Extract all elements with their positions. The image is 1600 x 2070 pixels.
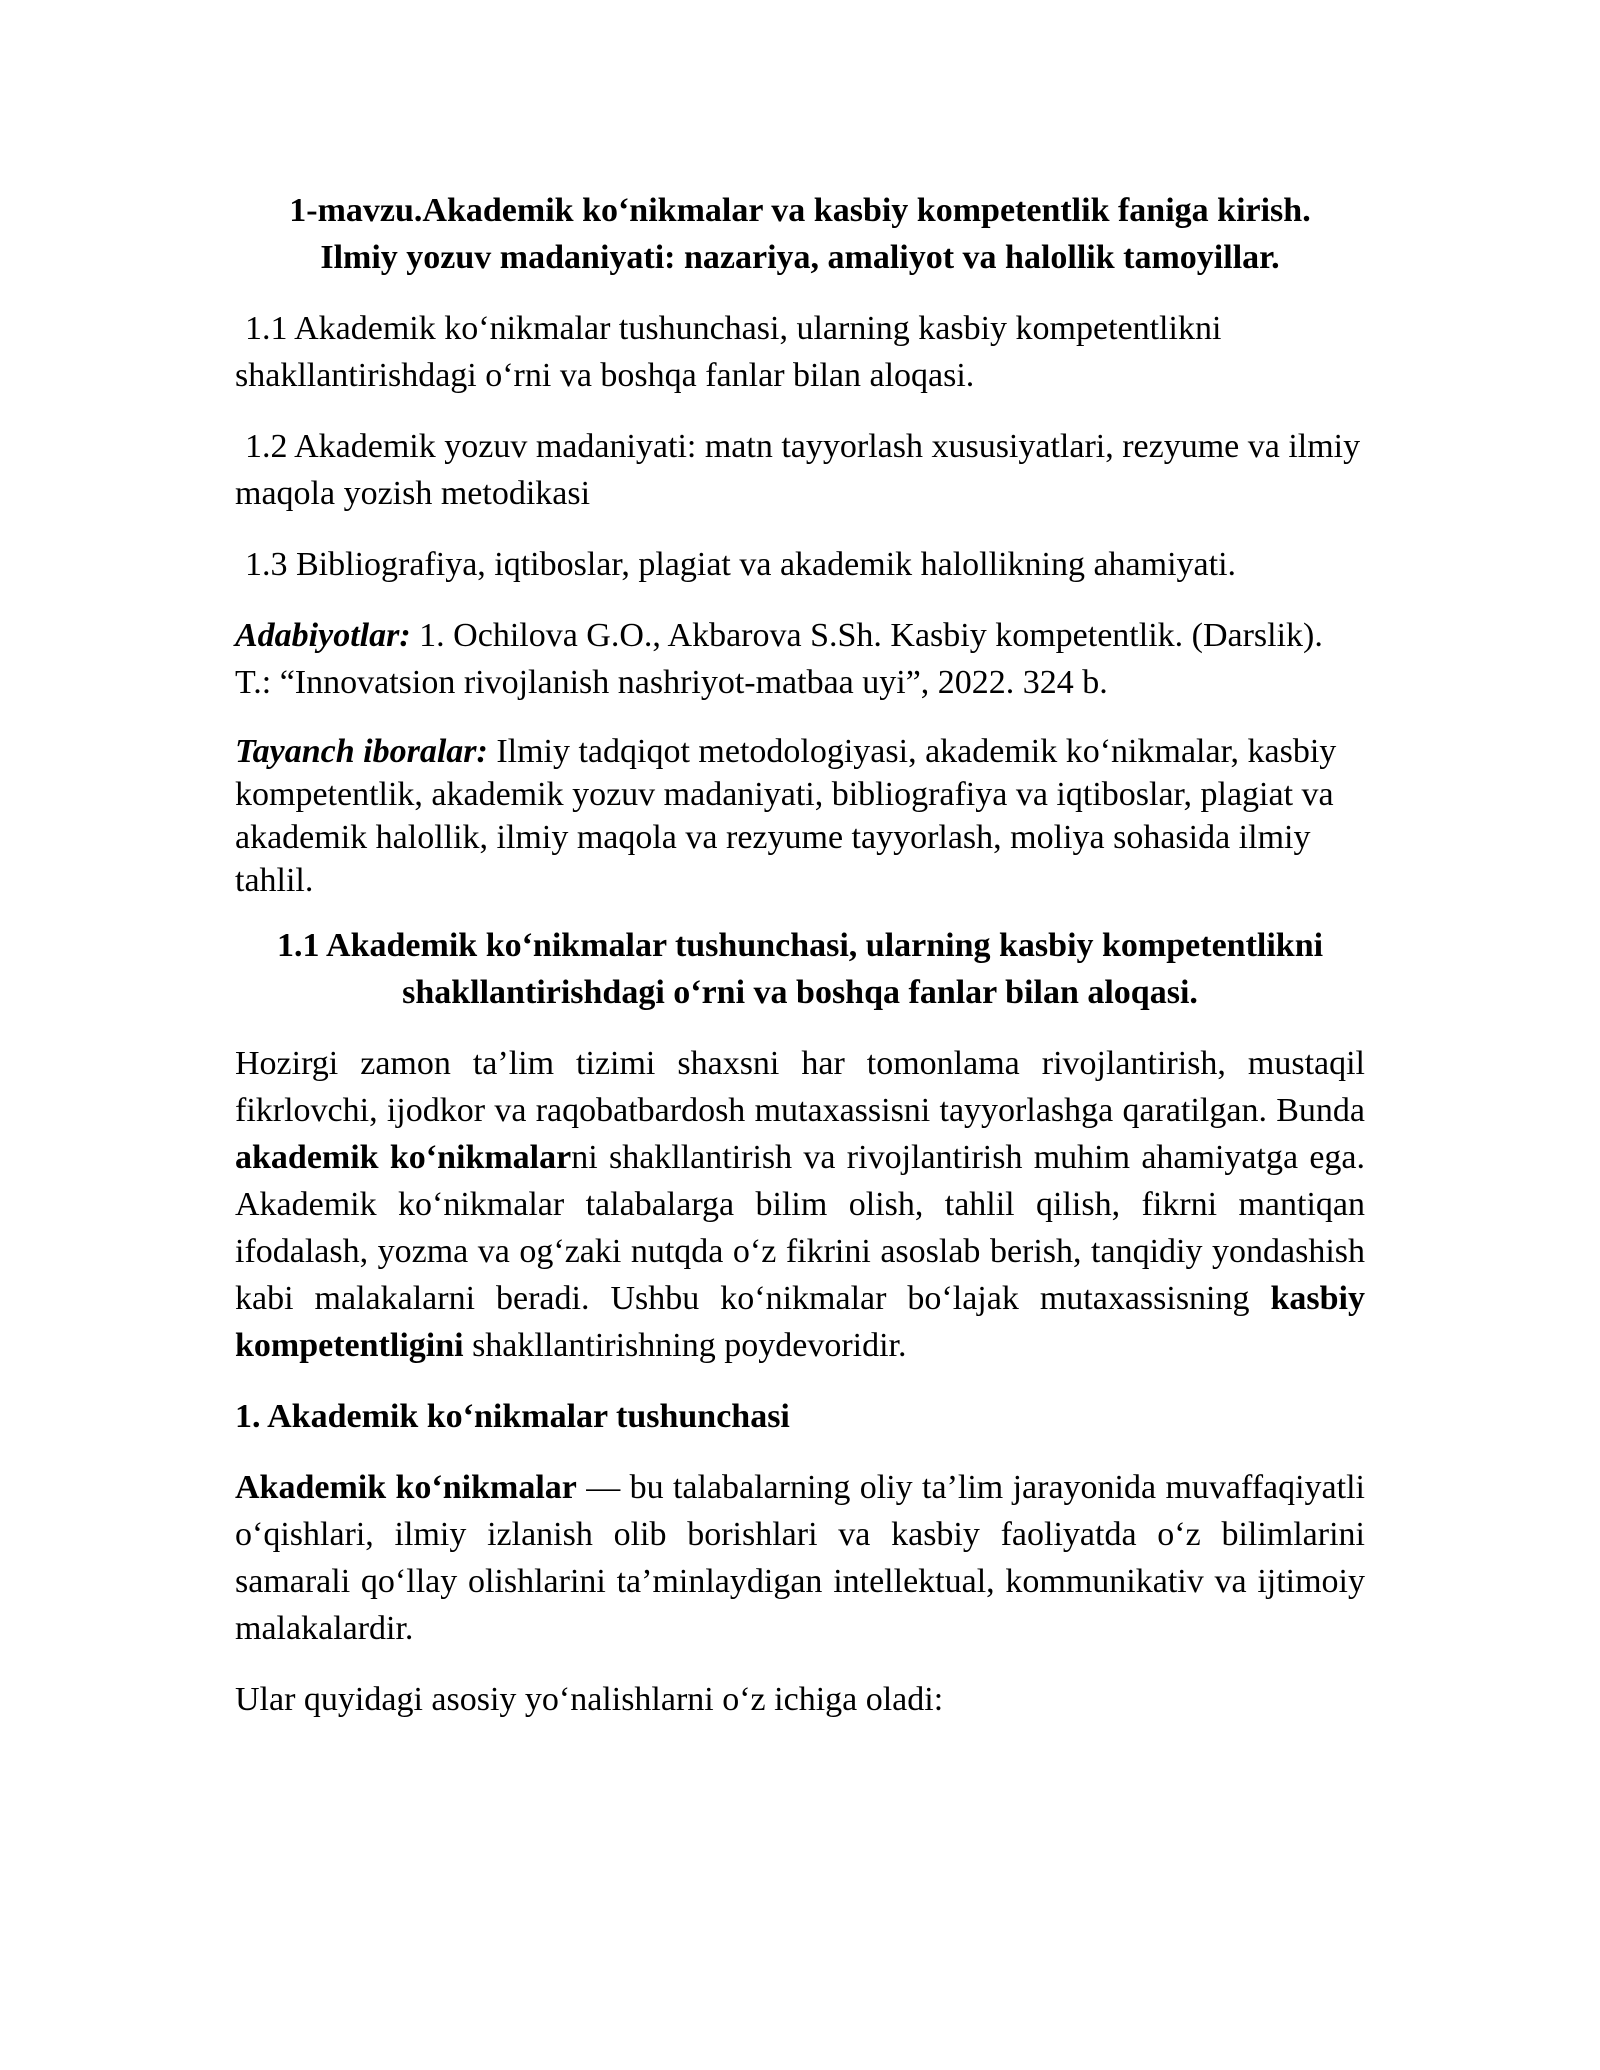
literature-text: 1. Ochilova G.O., Akbarova S.Sh. Kasbiy kompetentlik. (Darslik). T.: “Innovatsion rivojlanish nashriyot-matbaa uyi”, 2022. 324 b.: [235, 617, 1323, 701]
definition-paragraph: [235, 1464, 1365, 1652]
closing-paragraph: Ular quyidagi asosiy yo‘nalishlarni o‘z ichiga oladi:: [235, 1681, 944, 1718]
document-page: [235, 187, 1365, 1723]
toc-item-1: 1.1 Akademik ko‘nikmalar tushunchasi, ularning kasbiy kompetentlikni shakllantirishdagi o‘rni va boshqa fanlar bilan aloqasi.: [235, 310, 1222, 394]
title-line-2: Ilmiy yozuv madaniyati: nazariya, amaliyot va halollik tamoyillar.: [320, 239, 1280, 276]
toc-item-3: 1.3 Bibliografiya, iqtiboslar, plagiat va akademik halollikning ahamiyati.: [245, 546, 1237, 583]
section-heading-line-1: 1.1 Akademik ko‘nikmalar tushunchasi, ularning kasbiy kompetentlikni: [276, 927, 1324, 964]
intro-text-3: shakllantirishning poydevoridir.: [463, 1327, 907, 1364]
definition-term: Akademik ko‘nikmalar: [235, 1469, 577, 1506]
definition-text: — bu talabalarning oliy ta’lim jarayonida muvaffaqiyatli o‘qishlari, ilmiy izlanish olib borishlari va kasbiy faoliyatda o‘z bilimlarini samarali qo‘llay olishlarini ta’minlaydigan intellektual, kommunikativ va ijtimoiy malakalardir.: [235, 1469, 1365, 1647]
intro-bold-term-1: akademik ko‘nikmalar: [235, 1139, 572, 1176]
intro-text-2: ni shakllantirish va rivojlantirish muhim ahamiyatga ega. Akademik ko‘nikmalar talabalarga bilim olish, tahlil qilish, fikrni mantiqan ifodalash, yozma va og‘zaki nutqda o‘z fikrini asoslab berish, tanqidiy yondashish kabi malakalarni beradi. Ushbu ko‘nikmalar bo‘lajak mutaxassisning: [235, 1139, 1365, 1317]
literature-paragraph: [235, 612, 1365, 706]
section-heading: [235, 922, 1365, 1016]
section-heading-line-2: shakllantirishdagi o‘rni va boshqa fanlar bilan aloqasi.: [402, 974, 1198, 1011]
keywords-paragraph: [235, 730, 1365, 902]
toc-item-2: 1.2 Akademik yozuv madaniyati: matn tayyorlash xususiyatlari, rezyume va ilmiy maqola yozish metodikasi: [235, 428, 1361, 512]
intro-text-1: Hozirgi zamon ta’lim tizimi shaxsni har tomonlama rivojlantirish, mustaqil fikrlovchi, ijodkor va raqobatbardosh mutaxassisni tayyorlashga qaratilgan. Bunda: [235, 1045, 1365, 1129]
keywords-label: Tayanch iboralar:: [235, 733, 488, 770]
page-title: [235, 187, 1365, 281]
intro-bold-term-2: kasbiy kompetentligini: [235, 1280, 1365, 1364]
intro-paragraph: [235, 1040, 1365, 1369]
literature-label: Adabiyotlar:: [235, 617, 411, 654]
keywords-text: Ilmiy tadqiqot metodologiyasi, akademik ko‘nikmalar, kasbiy kompetentlik, akademik yozuv madaniyati, bibliografiya va iqtiboslar, plagiat va akademik halollik, ilmiy maqola va rezyume tayyorlash, moliya sohasida ilmiy tahlil.: [235, 733, 1337, 899]
subheading: 1. Akademik ko‘nikmalar tushunchasi: [235, 1398, 790, 1435]
title-line-1: 1-mavzu.Akademik ko‘nikmalar va kasbiy kompetentlik faniga kirish.: [289, 192, 1311, 229]
